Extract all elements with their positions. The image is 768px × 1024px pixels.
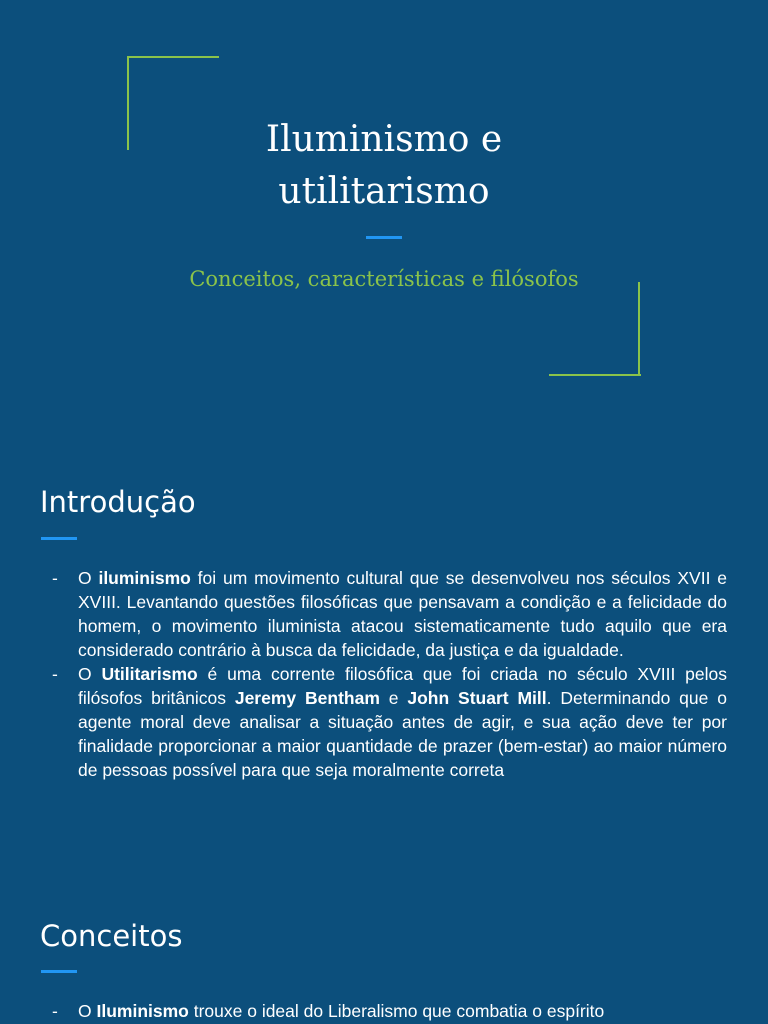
- section-divider: [41, 537, 77, 540]
- list-item: [0, 662, 768, 782]
- section-conceitos: [0, 916, 768, 1024]
- section-heading-introducao: Introdução: [40, 485, 196, 519]
- presentation-subtitle: Conceitos, características e filósofos: [189, 267, 579, 291]
- item-term: iluminismo: [98, 568, 191, 588]
- philosopher-name: John Stuart Mill: [407, 688, 547, 708]
- corner-accent-bottom-right: [549, 374, 641, 376]
- item-text: O: [78, 568, 99, 588]
- title-line-1: Iluminismo e: [265, 119, 503, 160]
- item-text: é uma corrente filosófica que foi criada no século XVIII pelos filósofos britânicos: [78, 664, 727, 708]
- presentation-title: [0, 114, 768, 218]
- title-line-2: utilitarismo: [278, 171, 490, 212]
- section-introducao: [0, 482, 768, 822]
- corner-accent-top-left: [127, 56, 219, 58]
- bullet-dash: -: [52, 568, 58, 588]
- title-slide: [0, 0, 768, 440]
- section-heading-conceitos: Conceitos: [40, 919, 183, 953]
- bullet-dash: -: [52, 1001, 58, 1021]
- list-item: [0, 566, 768, 662]
- item-text: O: [78, 664, 102, 684]
- item-text: foi um movimento cultural que se desenvolveu nos séculos XVII e XVIII. Levantando questões filosóficas que pensavam a condição e a felicidade do homem, o movimento iluminista atacou sistematicamente tudo aquilo que era considerado contrário à busca da felicidade, da justiça e da igualdade.: [78, 568, 728, 660]
- item-text: . Determinando que o agente moral deve analisar a situação antes de agir, e sua ação deve ter por finalidade proporcionar a maior quantidade de prazer (bem-estar) ao maior número de pessoas possível para que seja moralmente correta: [78, 688, 727, 780]
- section-divider: [41, 970, 77, 973]
- bullet-list-conceitos: [0, 999, 768, 1023]
- bullet-dash: -: [52, 664, 58, 684]
- item-text: e: [379, 688, 408, 708]
- item-text: O: [78, 1001, 97, 1021]
- list-item: [0, 999, 768, 1023]
- item-text: trouxe o ideal do Liberalismo que combatia o espírito: [188, 1001, 605, 1021]
- philosopher-name: Jeremy Bentham: [234, 688, 380, 708]
- bullet-list-introducao: [0, 566, 768, 782]
- title-divider: [366, 236, 402, 239]
- item-term: Utilitarismo: [101, 664, 198, 684]
- item-term: Iluminismo: [96, 1001, 189, 1021]
- corner-accent-bottom-right-vertical: [638, 282, 640, 376]
